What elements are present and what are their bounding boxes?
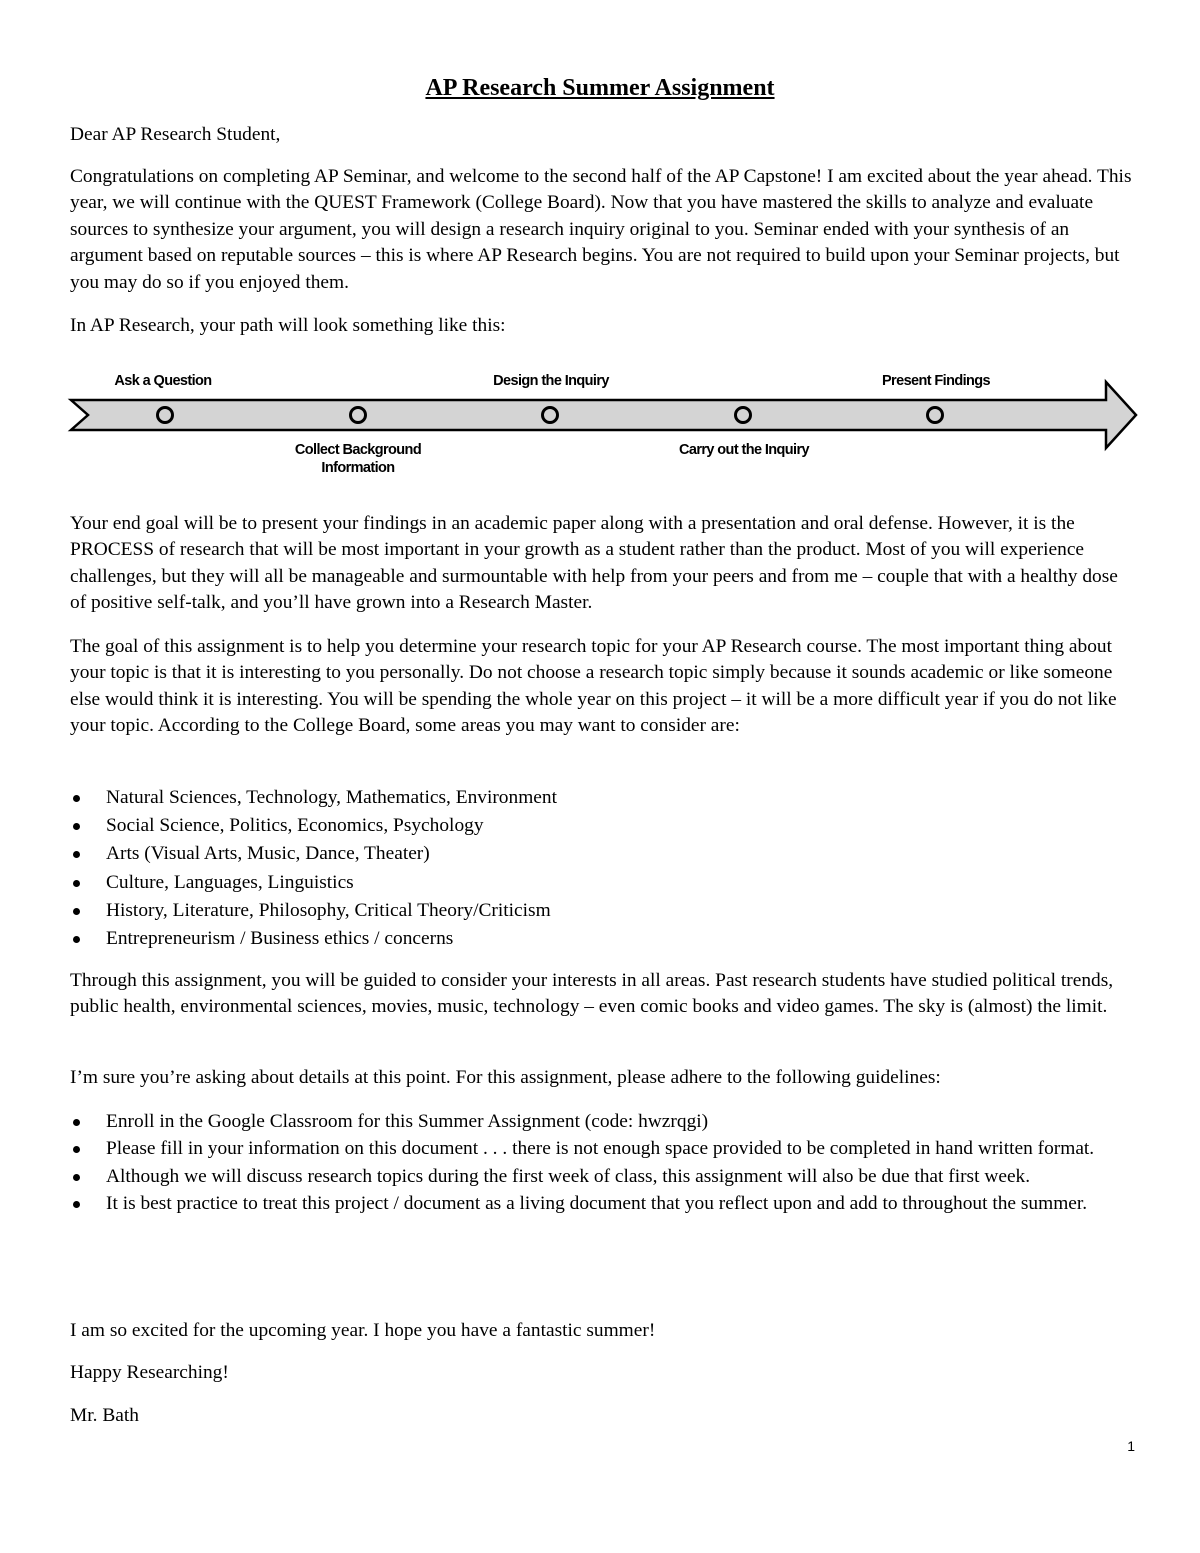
bullet-icon bbox=[73, 936, 80, 943]
bullet-icon bbox=[73, 795, 80, 802]
goal-paragraph: The goal of this assignment is to help you determine your research topic for your AP Research course. The most important thing about your topic is that it is interesting to you personally. Do not choose a research topic simply because it sounds academic or like someone else would think it is interesting. You will be spending the whole year on this project – it will be a more difficult year if you do not like your topic. According to the College Board, some areas you may want to consider are: bbox=[70, 636, 1117, 737]
list-item-text: Although we will discuss research topics during the first week of class, this assignment will also be due that first week. bbox=[106, 1165, 1031, 1187]
signature: Mr. Bath bbox=[70, 1405, 139, 1426]
topic-areas-list bbox=[70, 784, 1132, 953]
bullet-icon bbox=[73, 1146, 80, 1153]
list-item bbox=[70, 1190, 1132, 1217]
list-item-text: History, Literature, Philosophy, Critical Theory/Criticism bbox=[106, 899, 551, 921]
list-item bbox=[70, 840, 1132, 868]
bullet-icon bbox=[73, 880, 80, 887]
bullet-icon bbox=[73, 908, 80, 915]
bullet-icon bbox=[73, 823, 80, 830]
list-item-text: Arts (Visual Arts, Music, Dance, Theater) bbox=[106, 843, 430, 865]
list-item bbox=[70, 1135, 1132, 1162]
milestone-circle-1 bbox=[158, 408, 173, 423]
interests-paragraph: Through this assignment, you will be guided to consider your interests in all areas. Past research students have studied political trends, public health, environmental sciences, movies, music, technology – even comic books and video games. The sky is (almost) the limit. bbox=[70, 970, 1114, 1018]
stage-collect-background: Collect Background Information bbox=[294, 442, 422, 476]
stage-design-inquiry: Design the Inquiry bbox=[493, 373, 609, 389]
salutation: Dear AP Research Student, bbox=[70, 124, 281, 145]
list-item-text: Enroll in the Google Classroom for this Summer Assignment (code: hwzrqgi) bbox=[106, 1111, 709, 1132]
list-item-text: Please fill in your information on this document . . . there is not enough space provided to be completed in hand written format. bbox=[106, 1138, 1095, 1160]
bullet-icon bbox=[73, 1174, 80, 1181]
bullet-icon bbox=[73, 1201, 80, 1208]
list-item-text: Natural Sciences, Technology, Mathematics, Environment bbox=[106, 787, 557, 808]
list-item-text: It is best practice to treat this project / document as a living document that you reflect upon and add to throughout the summer. bbox=[106, 1193, 1088, 1215]
research-path-diagram bbox=[66, 362, 1142, 487]
path-intro: In AP Research, your path will look something like this: bbox=[70, 315, 506, 336]
intro-paragraph: Congratulations on completing AP Seminar, and welcome to the second half of the AP Capstone! I am excited about the year ahead. This year, we will continue with the QUEST Framework (College Board). Now that you have mastered the skills to analyze and evaluate sources to synthesize your argument, you will design a research inquiry original to you. Seminar ended with your synthesis of an argument based on reputable sources – this is where AP Research begins. You are not required to build upon your Seminar projects, but you may do so if you enjoyed them. bbox=[70, 166, 1132, 293]
list-item-text: Social Science, Politics, Economics, Psychology bbox=[106, 815, 484, 837]
guidelines-list bbox=[70, 1108, 1132, 1218]
list-item bbox=[70, 1163, 1132, 1190]
bullet-icon bbox=[73, 851, 80, 858]
end-goal-paragraph: Your end goal will be to present your findings in an academic paper along with a presentation and oral defense. However, it is the PROCESS of research that will be most important in your growth as a student rather than the product. Most of you will experience challenges, but they will all be manageable and surmountable with help from your peers and from me – couple that with a healthy dose of positive self-talk, and you’ll have grown into a Research Master. bbox=[70, 513, 1118, 614]
details-intro: I’m sure you’re asking about details at this point. For this assignment, please adhere to the following guidelines: bbox=[70, 1067, 941, 1088]
stage-present-findings: Present Findings bbox=[881, 373, 991, 389]
list-item bbox=[70, 784, 1132, 812]
stage-ask-question: Ask a Question bbox=[114, 373, 212, 389]
list-item bbox=[70, 869, 1132, 897]
stage-carry-out-inquiry: Carry out the Inquiry bbox=[678, 442, 809, 458]
list-item bbox=[70, 897, 1132, 925]
sign-off: Happy Researching! bbox=[70, 1362, 229, 1383]
list-item bbox=[70, 812, 1132, 840]
list-item-text: Culture, Languages, Linguistics bbox=[106, 871, 354, 893]
path-arrow bbox=[71, 382, 1136, 448]
page-title: AP Research Summer Assignment bbox=[425, 75, 775, 101]
milestone-circle-4 bbox=[736, 408, 751, 423]
page-number: 1 bbox=[1127, 1438, 1135, 1454]
bullet-icon bbox=[73, 1119, 80, 1126]
milestone-circle-2 bbox=[351, 408, 366, 423]
milestone-circle-5 bbox=[928, 408, 943, 423]
list-item bbox=[70, 1108, 1132, 1135]
milestone-circle-3 bbox=[543, 408, 558, 423]
list-item bbox=[70, 925, 1132, 953]
list-item-text: Entrepreneurism / Business ethics / concerns bbox=[106, 928, 454, 950]
closing-line: I am so excited for the upcoming year. I hope you have a fantastic summer! bbox=[70, 1320, 656, 1341]
